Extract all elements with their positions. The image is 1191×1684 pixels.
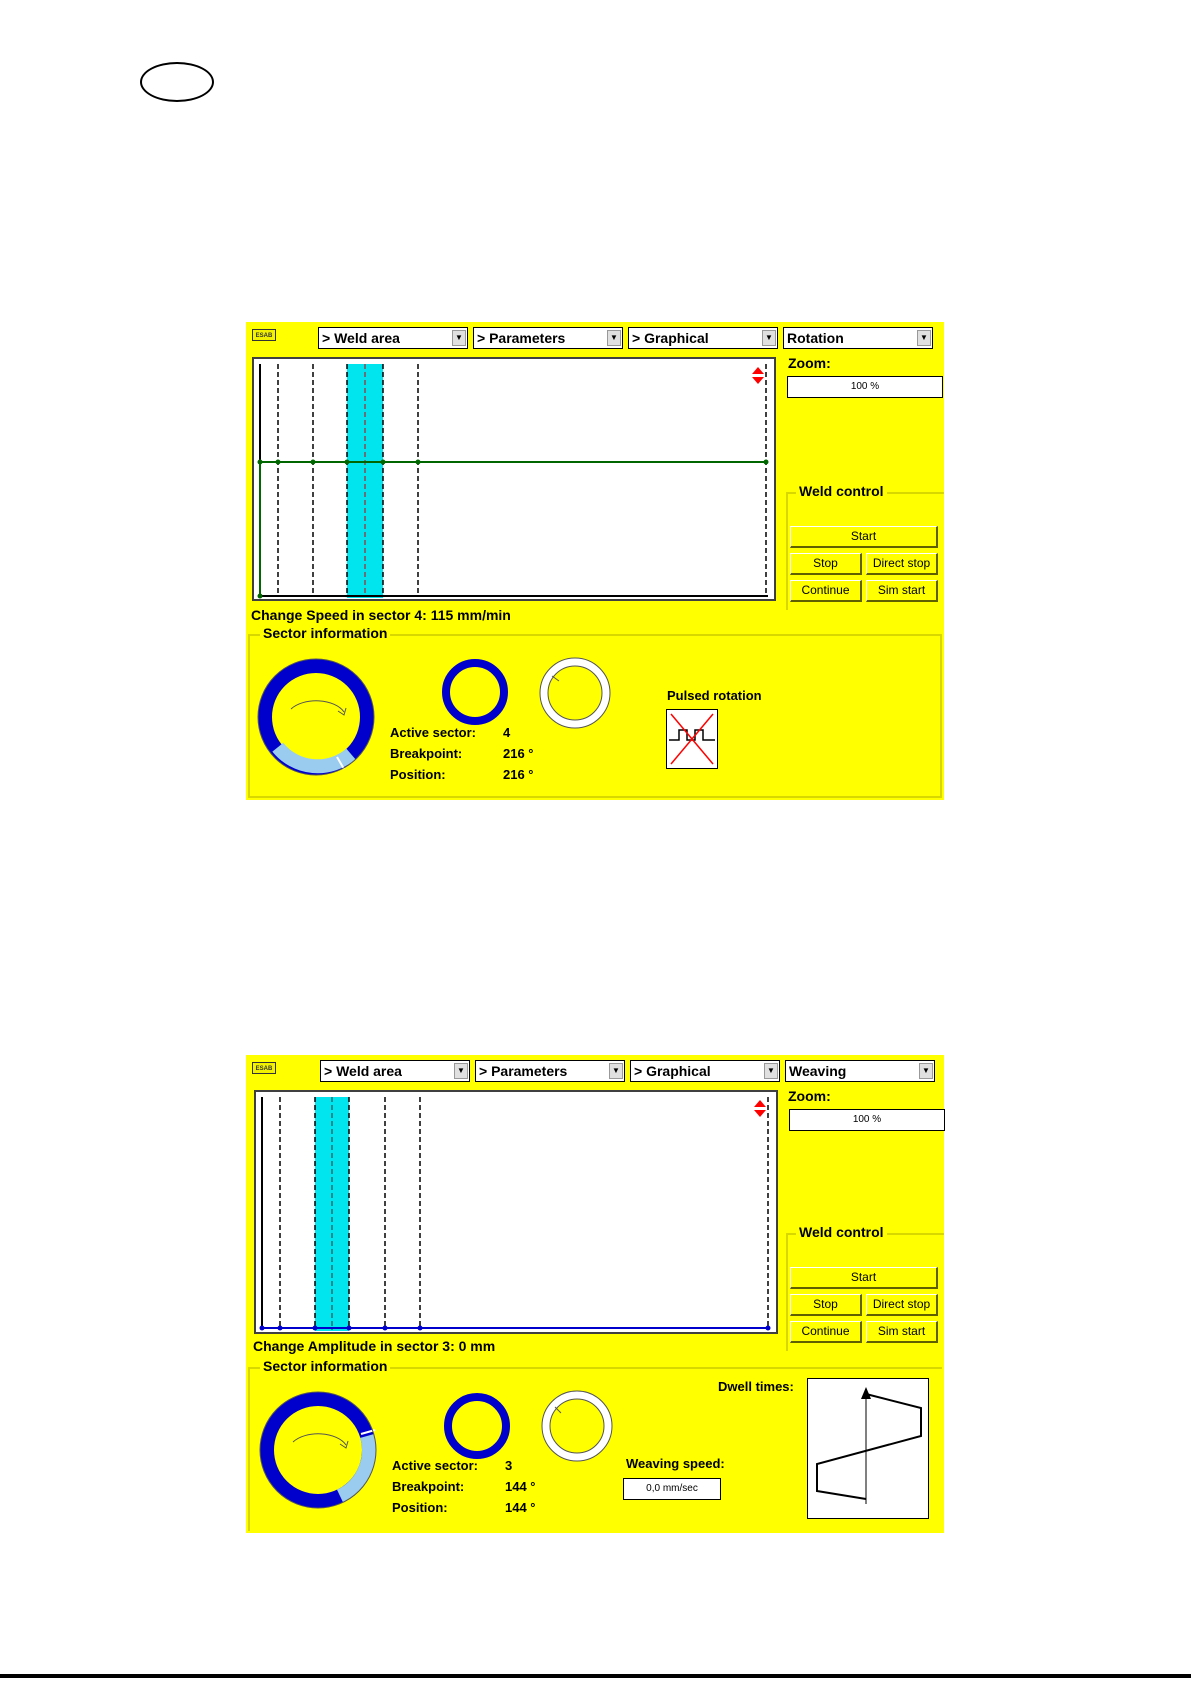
page-marker-oval <box>140 62 214 102</box>
zoom-label: Zoom: <box>788 1088 831 1104</box>
page-bottom-rule <box>0 1674 1191 1678</box>
mode-dropdown[interactable] <box>785 1060 935 1082</box>
chevron-down-icon[interactable]: ▼ <box>454 1063 468 1079</box>
sector-graph[interactable] <box>252 357 776 601</box>
scroll-arrows-icon <box>754 1100 766 1117</box>
weaving-screen <box>246 1055 944 1533</box>
dropdown-label: > Parameters <box>479 1063 568 1079</box>
amplitude-point <box>418 1326 423 1331</box>
dropdown-label: > Parameters <box>477 330 566 346</box>
weaving-speed-field[interactable]: 0,0 mm/sec <box>623 1478 721 1500</box>
amplitude-point <box>260 1326 265 1331</box>
position-label: Position: <box>392 1500 448 1515</box>
continue-button[interactable]: Continue <box>790 1321 862 1343</box>
sector-information-title: Sector information <box>260 625 390 641</box>
sector-graph-svg <box>254 359 774 599</box>
speed-point <box>416 460 421 465</box>
weave-pattern-icon <box>808 1379 928 1518</box>
graphical-dropdown[interactable] <box>630 1060 780 1082</box>
dropdown-label: > Weld area <box>322 330 400 346</box>
zoom-field[interactable]: 100 % <box>789 1109 945 1131</box>
sector-wheel <box>256 657 376 777</box>
amplitude-point <box>313 1326 318 1331</box>
speed-point <box>258 460 263 465</box>
sector-information-title: Sector information <box>260 1358 390 1374</box>
parameters-dropdown[interactable] <box>475 1060 625 1082</box>
active-sector-ring <box>440 657 510 727</box>
weld-control-title: Weld control <box>796 483 887 499</box>
dropdown-label: > Weld area <box>324 1063 402 1079</box>
scroll-arrows-icon <box>752 367 764 384</box>
breakpoint-label: Breakpoint: <box>392 1479 465 1494</box>
position-ring <box>539 657 611 729</box>
breakpoint-value: 144 ° <box>505 1479 536 1494</box>
zoom-label: Zoom: <box>788 355 831 371</box>
breakpoint-label: Breakpoint: <box>390 746 463 761</box>
zoom-field[interactable]: 100 % <box>787 376 943 398</box>
chevron-down-icon[interactable]: ▼ <box>609 1063 623 1079</box>
chevron-down-icon[interactable]: ▼ <box>764 1063 778 1079</box>
status-message: Change Speed in sector 4: 115 mm/min <box>251 607 511 623</box>
dropdown-label: > Graphical <box>632 330 709 346</box>
rotation-arrow-icon <box>293 1434 348 1448</box>
active-sector-value: 3 <box>505 1458 513 1473</box>
speed-point <box>381 460 386 465</box>
esab-logo: ESAB <box>252 329 276 341</box>
sector-graph[interactable] <box>254 1090 778 1334</box>
sector-graph-svg <box>256 1092 776 1332</box>
weld-area-dropdown[interactable] <box>320 1060 470 1082</box>
dropdown-label: Weaving <box>789 1063 847 1079</box>
active-sector-value: 4 <box>503 725 511 740</box>
amplitude-point <box>278 1326 283 1331</box>
speed-point <box>764 460 769 465</box>
chevron-down-icon[interactable]: ▼ <box>919 1063 933 1079</box>
speed-point <box>345 460 350 465</box>
chevron-down-icon[interactable]: ▼ <box>762 330 776 346</box>
rotation-arrow-icon <box>291 701 346 715</box>
weld-area-dropdown[interactable] <box>318 327 468 349</box>
pulsed-rotation-toggle[interactable] <box>666 709 718 769</box>
speed-point <box>311 460 316 465</box>
speed-point <box>258 594 263 599</box>
start-button[interactable]: Start <box>790 1267 938 1289</box>
position-label: Position: <box>390 767 446 782</box>
status-message: Change Amplitude in sector 3: 0 mm <box>253 1338 496 1354</box>
direct-stop-button[interactable]: Direct stop <box>866 553 938 575</box>
position-ring <box>541 1390 613 1462</box>
start-button[interactable]: Start <box>790 526 938 548</box>
chevron-down-icon[interactable]: ▼ <box>917 330 931 346</box>
sector-wheel <box>258 1390 378 1510</box>
direct-stop-button[interactable]: Direct stop <box>866 1294 938 1316</box>
dwell-times-label: Dwell times: <box>718 1379 794 1394</box>
graphical-dropdown[interactable] <box>628 327 778 349</box>
sim-start-button[interactable]: Sim start <box>866 1321 938 1343</box>
breakpoint-value: 216 ° <box>503 746 534 761</box>
chevron-down-icon[interactable]: ▼ <box>452 330 466 346</box>
weaving-speed-label: Weaving speed: <box>626 1456 725 1471</box>
speed-point <box>276 460 281 465</box>
rotation-screen <box>246 322 944 800</box>
chevron-down-icon[interactable]: ▼ <box>607 330 621 346</box>
position-value: 216 ° <box>503 767 534 782</box>
position-value: 144 ° <box>505 1500 536 1515</box>
amplitude-point <box>347 1326 352 1331</box>
sim-start-button[interactable]: Sim start <box>866 580 938 602</box>
amplitude-point <box>766 1326 771 1331</box>
stop-button[interactable]: Stop <box>790 1294 862 1316</box>
weld-control-title: Weld control <box>796 1224 887 1240</box>
dropdown-label: > Graphical <box>634 1063 711 1079</box>
parameters-dropdown[interactable] <box>473 327 623 349</box>
esab-logo: ESAB <box>252 1062 276 1074</box>
stop-button[interactable]: Stop <box>790 553 862 575</box>
pulsed-rotation-label: Pulsed rotation <box>667 688 762 703</box>
continue-button[interactable]: Continue <box>790 580 862 602</box>
active-sector-label: Active sector: <box>390 725 476 740</box>
pulsed-rotation-disabled-icon <box>667 710 717 768</box>
active-sector-label: Active sector: <box>392 1458 478 1473</box>
active-sector-ring <box>442 1391 512 1461</box>
mode-dropdown[interactable] <box>783 327 933 349</box>
dwell-times-diagram[interactable] <box>807 1378 929 1519</box>
amplitude-point <box>383 1326 388 1331</box>
dropdown-label: Rotation <box>787 330 844 346</box>
